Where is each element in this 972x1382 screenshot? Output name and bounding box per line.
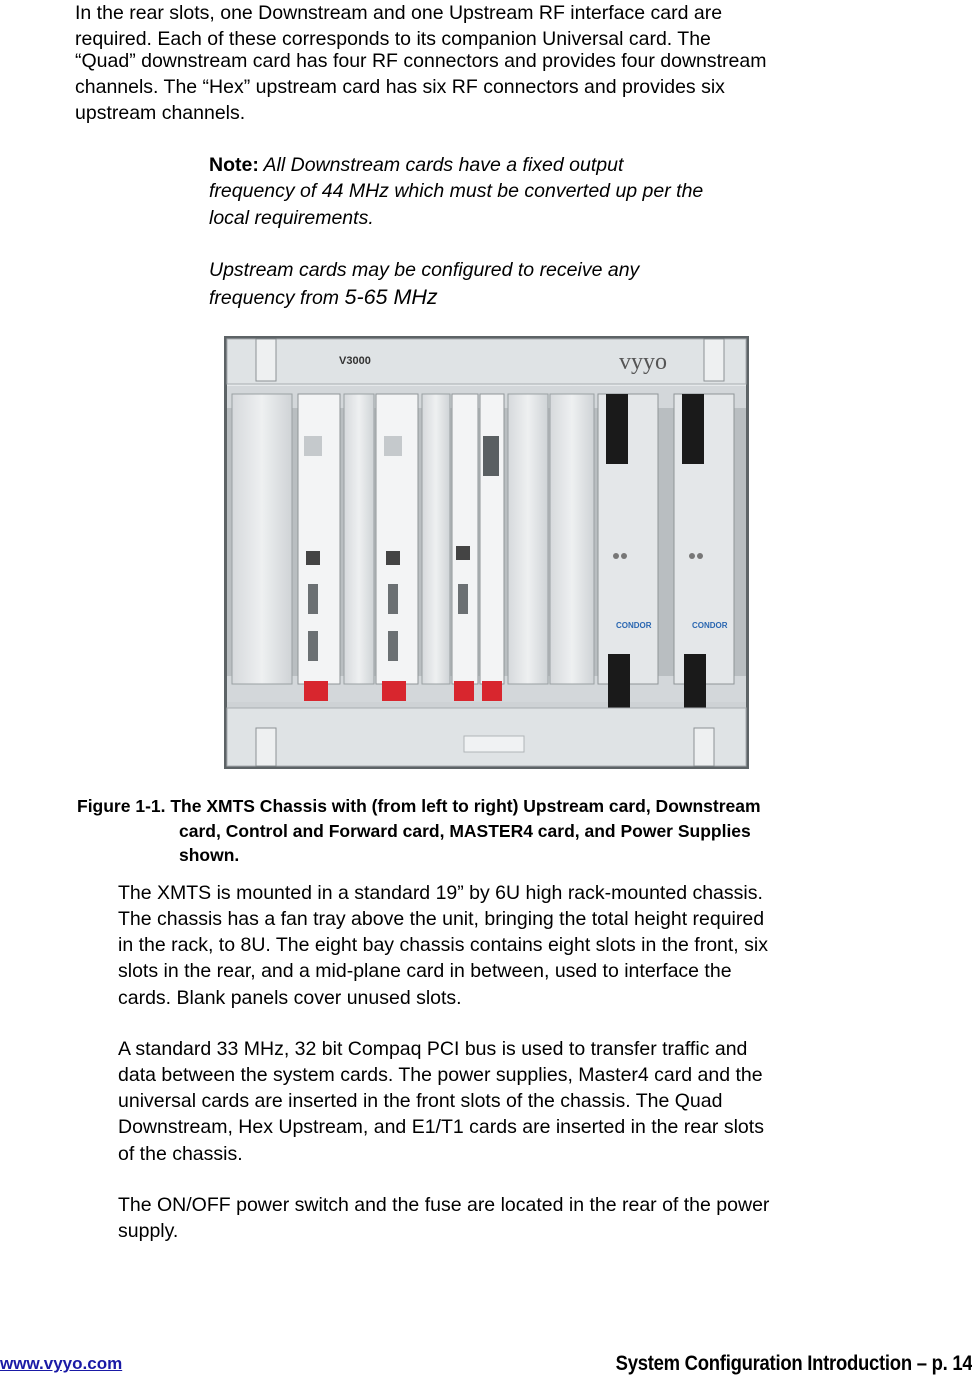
figure-caption (77, 794, 761, 868)
website-link[interactable]: www.vyyo.com (0, 1354, 123, 1373)
text-line: upstream channels. (75, 102, 246, 124)
note-line: Upstream cards may be configured to receive any (209, 259, 640, 281)
note-line (209, 284, 438, 312)
text-line: The XMTS is mounted in a standard 19” by 6U high rack-mounted chassis. (118, 882, 763, 904)
text-line: slots in the rear, and a mid-plane card in between, used to interface the (118, 960, 732, 982)
text-line: “Quad” downstream card has four RF connectors and provides four downstream (75, 50, 767, 72)
text-line: data between the system cards. The power supplies, Master4 card and the (118, 1064, 763, 1086)
text-line: cards. Blank panels cover unused slots. (118, 987, 462, 1009)
text-line: The chassis has a fan tray above the unit, bringing the total height required (118, 908, 765, 930)
note-line (209, 152, 623, 179)
text-line: The ON/OFF power switch and the fuse are located in the rear of the power (118, 1194, 770, 1216)
brand-logo: vyyo (619, 349, 667, 375)
note-frequency-range: 5-65 MHz (344, 285, 438, 309)
text-line: supply. (118, 1220, 179, 1242)
caption-line: Figure 1-1. The XMTS Chassis with (from left to right) Upstream card, Downstream (77, 796, 761, 816)
chassis-photo (224, 336, 749, 769)
text-line: In the rear slots, one Downstream and one Upstream RF interface card are (75, 2, 723, 24)
note-text: All Downstream cards have a fixed output (263, 154, 624, 176)
caption-line: shown. (179, 845, 240, 865)
text-line: A standard 33 MHz, 32 bit Compaq PCI bus is used to transfer traffic and (118, 1038, 748, 1060)
text-line: universal cards are inserted in the front slots of the chassis. The Quad (118, 1090, 723, 1112)
text-line: of the chassis. (118, 1143, 243, 1165)
note-line: local requirements. (209, 207, 374, 229)
note-line: frequency of 44 MHz which must be converted up per the (209, 180, 704, 202)
chassis-label: V3000 (339, 355, 371, 367)
caption-line: card, Control and Forward card, MASTER4 card, and Power Supplies (179, 820, 751, 841)
note-text: frequency from (209, 287, 340, 309)
text-line: Downstream, Hex Upstream, and E1/T1 cards are inserted in the rear slots (118, 1116, 764, 1138)
text-line: channels. The “Hex” upstream card has six RF connectors and provides six (75, 76, 725, 98)
text-line: required. Each of these corresponds to its companion Universal card. The (75, 28, 711, 50)
text-line: in the rack, to 8U. The eight bay chassis contains eight slots in the front, six (118, 934, 768, 956)
condor-logo: CONDOR (616, 621, 652, 630)
condor-logo: CONDOR (692, 621, 728, 630)
page-footer-title: System Configuration Introduction – p. 14 (615, 1352, 972, 1375)
note-label: Note: (209, 154, 259, 176)
